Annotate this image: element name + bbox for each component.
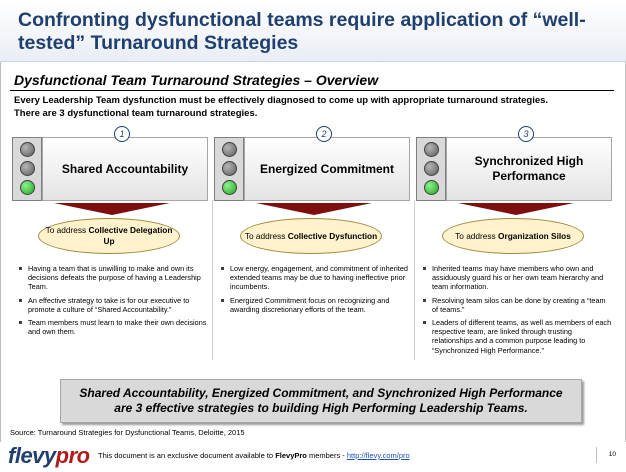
address-oval [442,218,584,254]
light-bulb-green-on-icon [20,180,35,195]
strategy-column-2 [214,126,414,366]
logo-accent-text: pro [55,443,90,468]
bullet-list [220,264,410,318]
traffic-light-icon [416,137,446,201]
footer-text-middle: members - [306,451,347,460]
address-target: Collective Delegation Up [88,225,173,246]
bullet-item: An effective strategy to take is for our executive to promote a culture of “Shared Accountability.” [18,296,208,314]
address-prefix: To address [45,225,87,235]
address-prefix: To address [455,230,496,241]
bullet-item: Leaders of different teams, as well as members of each respective team, are linked through trusting relationships and a common purpose leading to “Synchronized High Performance.” [422,318,612,355]
light-bulb-amber-off-icon [222,161,237,176]
down-arrow-icon [54,203,170,215]
bullet-item: Team members must learn to make their own decisions and own them. [18,318,208,336]
bullet-list [422,264,612,359]
address-oval [240,218,382,254]
strategy-name-box [42,137,208,201]
footer-text-before: This document is an exclusive document available to [98,451,276,460]
bullet-item: Energized Commitment focus on recognizing and awarding discretionary efforts of the team. [220,296,410,314]
address-target: Organization Silos [498,230,571,241]
footer-notice [98,451,410,460]
strategy-name-box [446,137,612,201]
address-prefix: To address [244,230,286,241]
light-bulb-green-on-icon [424,180,439,195]
footer-link[interactable]: http://flevy.com/pro [346,451,410,460]
strategy-name: Energized Commitment [259,161,394,176]
intro-line-2: There are 3 dysfunctional team turnaround strategies. [14,107,258,119]
summary-line-2: are 3 effective strategies to building High Performing Leadership Teams. [114,401,528,415]
address-target: Collective Dysfunction [287,230,378,241]
address-oval [38,218,180,254]
strategy-number-badge: 2 [316,126,332,142]
strategy-name: Synchronized High Performance [474,154,584,183]
section-divider [10,90,614,91]
bullet-item: Inherited teams may have members who own and assiduously guard his or her own team hierarchy and team information. [422,264,612,292]
logo-main-text: flevy [8,443,56,468]
summary-box [60,379,582,423]
strategy-number-badge: 1 [114,126,130,142]
light-bulb-amber-off-icon [20,161,35,176]
bullet-item: Resolving team silos can be done by creating a “team of teams.” [422,296,612,314]
source-note: Source: Turnaround Strategies for Dysfunctional Teams, Deloitte, 2015 [10,428,245,437]
light-bulb-red-off-icon [424,142,439,157]
flevypro-logo [8,443,90,469]
section-title: Dysfunctional Team Turnaround Strategies – Overview [14,72,379,88]
traffic-light-icon [12,137,42,201]
footer-brand: FlevyPro [275,451,307,460]
light-bulb-green-on-icon [222,180,237,195]
column-divider [212,200,213,360]
light-bulb-red-off-icon [222,142,237,157]
strategy-number-badge: 3 [518,126,534,142]
strategy-name: Shared Accountability [61,161,189,176]
down-arrow-icon [256,203,372,215]
bullet-item: Having a team that is unwilling to make and own its decisions defeats the purpose of having a Leadership Team. [18,264,208,292]
intro-text [14,95,612,120]
page-number: 10 [596,447,616,463]
bullet-list [18,264,208,340]
intro-line-1: Every Leadership Team dysfunction must be effectively diagnosed to come up with appropriate turnaround strategies. [14,95,549,106]
footer [0,442,626,472]
traffic-light-icon [214,137,244,201]
light-bulb-amber-off-icon [424,161,439,176]
strategy-name-box [244,137,410,201]
summary-line-1: Shared Accountability, Energized Commitment, and Synchronized High Performance [79,386,563,400]
bullet-item: Low energy, engagement, and commitment of inherited extended teams may be due to having ineffective prior incumbents. [220,264,410,292]
slide-header [0,0,626,62]
strategy-column-1 [12,126,212,366]
light-bulb-red-off-icon [20,142,35,157]
column-divider [414,200,415,360]
page-title: Confronting dysfunctional teams require application of “well-tested” Turnaround Strategies [18,9,586,54]
strategy-column-3 [416,126,616,366]
down-arrow-icon [458,203,574,215]
